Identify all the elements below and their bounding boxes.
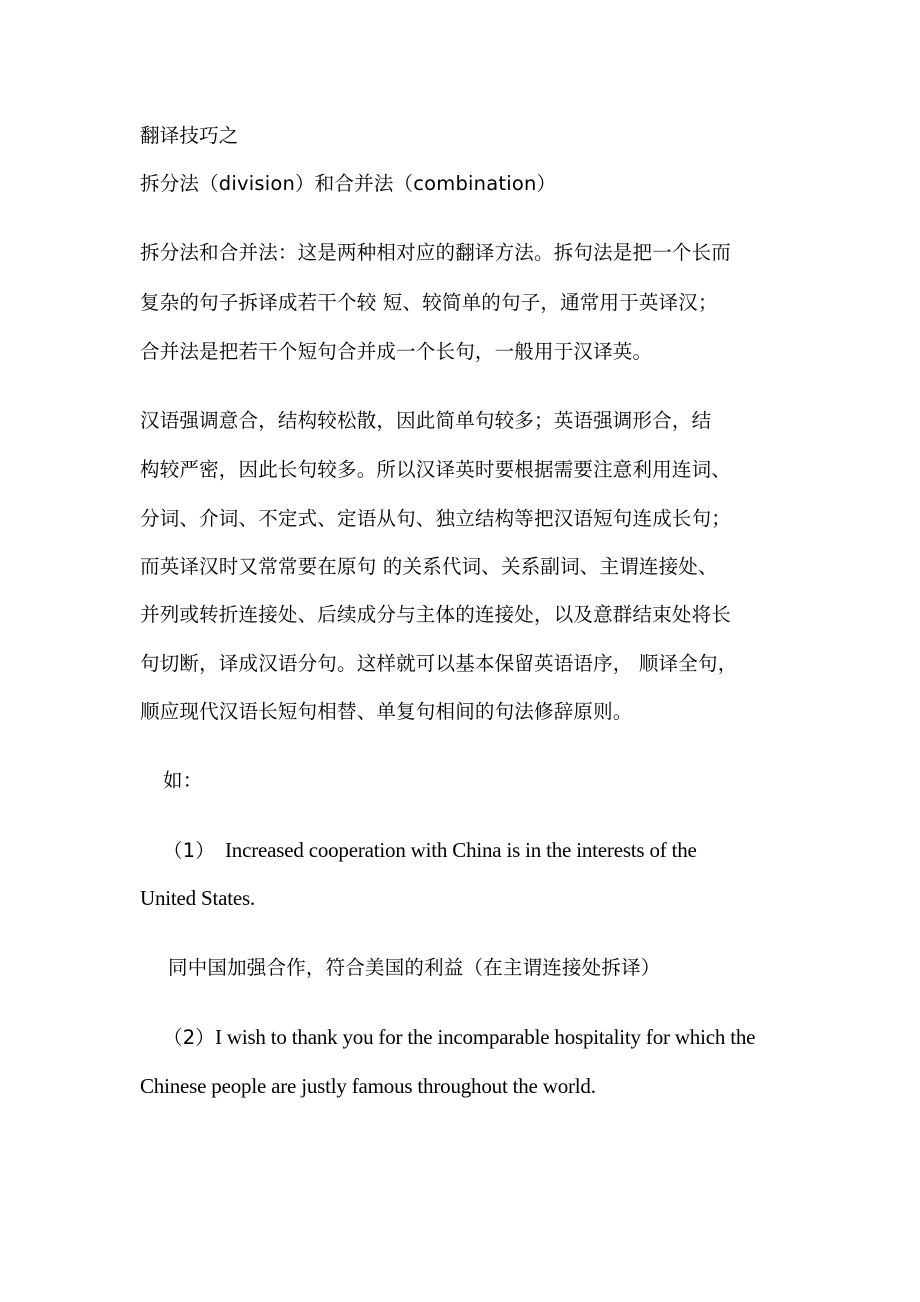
body-line-5: 并列或转折连接处、后续成分与主体的连接处，以及意群结束处将长 bbox=[140, 603, 732, 626]
example-2-english bbox=[163, 1024, 755, 1051]
intro-line-2: 复杂的句子拆译成若干个较 短、较简单的句子，通常用于英译汉； bbox=[140, 291, 718, 314]
body-line-4: 而英译汉时又常常要在原句 的关系代词、关系副词、主谓连接处、 bbox=[140, 555, 718, 578]
body-line-7: 顺应现代汉语长短句相替、单复句相间的句法修辞原则。 bbox=[140, 700, 633, 723]
body-line-2: 构较严密，因此长句较多。所以汉译英时要根据需要注意利用连词、 bbox=[140, 458, 732, 481]
body-line-6: 句切断，译成汉语分句。这样就可以基本保留英语语序， 顺译全句， bbox=[140, 652, 738, 675]
example-2-english-line-1: I wish to thank you for the incomparable hospitality for which the bbox=[215, 1025, 756, 1049]
title-line-2: 拆分法（division）和合并法（combination） bbox=[140, 172, 557, 195]
body-line-1: 汉语强调意合，结构较松散，因此简单句较多；英语强调形合，结 bbox=[140, 409, 712, 432]
example-1-english-line-1: Increased cooperation with China is in the interests of the bbox=[225, 838, 697, 862]
intro-line-3: 合并法是把若干个短句合并成一个长句，一般用于汉译英。 bbox=[140, 340, 653, 363]
example-label: 如： bbox=[163, 769, 203, 792]
intro-line-1: 拆分法和合并法：这是两种相对应的翻译方法。拆句法是把一个长而 bbox=[140, 241, 732, 264]
body-line-3: 分词、介词、不定式、定语从句、独立结构等把汉语短句连成长句； bbox=[140, 507, 732, 530]
example-2-english-line-2: Chinese people are justly famous throughout the world. bbox=[140, 1074, 596, 1098]
title-line-1: 翻译技巧之 bbox=[140, 124, 239, 147]
example-1-number: （1） bbox=[163, 839, 216, 862]
example-2-number: （2） bbox=[163, 1026, 216, 1049]
example-1-chinese: 同中国加强合作，符合美国的利益（在主谓连接处拆译） bbox=[168, 956, 661, 979]
example-1-english-line-2: United States. bbox=[140, 886, 256, 910]
example-1-english bbox=[163, 837, 697, 864]
